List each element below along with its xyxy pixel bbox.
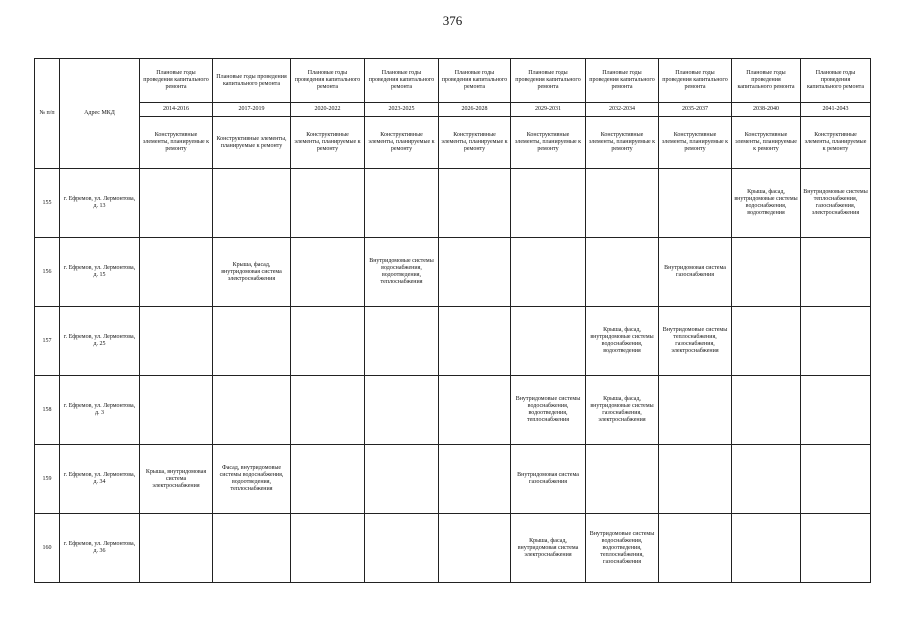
row-cell — [732, 514, 801, 583]
header-years-2035: 2035-2037 — [659, 103, 732, 117]
header-years-2041: 2041-2043 — [801, 103, 871, 117]
table-row — [35, 169, 871, 238]
row-number: 159 — [35, 445, 60, 514]
row-cell: Фасад, внутридомовые системы водоснабжения, водоотведения, теплоснабжения — [213, 445, 291, 514]
row-cell — [213, 514, 291, 583]
row-cell — [365, 307, 439, 376]
row-cell — [801, 514, 871, 583]
row-cell — [140, 376, 213, 445]
row-cell — [801, 445, 871, 514]
header-years-2026: 2026-2028 — [439, 103, 511, 117]
row-cell — [439, 376, 511, 445]
header-years-2014: 2014-2016 — [140, 103, 213, 117]
row-cell — [586, 445, 659, 514]
header-years-2032: 2032-2034 — [586, 103, 659, 117]
row-cell — [213, 169, 291, 238]
header-address: Адрес МКД — [60, 59, 140, 169]
header-plan-2020: Плановые годы проведения капитального ремонта — [291, 59, 365, 103]
row-cell — [291, 169, 365, 238]
row-address: г. Ефремов, ул. Лермонтова, д. 36 — [60, 514, 140, 583]
row-cell — [365, 445, 439, 514]
row-address: г. Ефремов, ул. Лермонтова, д. 13 — [60, 169, 140, 238]
row-cell — [659, 376, 732, 445]
row-cell — [511, 238, 586, 307]
row-cell — [365, 514, 439, 583]
row-cell — [213, 307, 291, 376]
row-address: г. Ефремов, ул. Лермонтова, д. 34 — [60, 445, 140, 514]
header-elements-2014: Конструктивные элементы, планируемые к ремонту — [140, 117, 213, 169]
header-elements-2023: Конструктивные элементы, планируемые к ремонту — [365, 117, 439, 169]
row-cell — [732, 445, 801, 514]
row-cell — [732, 376, 801, 445]
table-row — [35, 238, 871, 307]
header-plan-2026: Плановые годы проведения капитального ремонта — [439, 59, 511, 103]
row-cell — [439, 445, 511, 514]
row-cell — [291, 238, 365, 307]
header-plan-2041: Плановые годы проведения капитального ремонта — [801, 59, 871, 103]
row-cell — [801, 307, 871, 376]
row-cell — [801, 238, 871, 307]
header-row-plan — [35, 59, 871, 103]
row-number: 158 — [35, 376, 60, 445]
row-cell — [659, 514, 732, 583]
row-address: г. Ефремов, ул. Лермонтова, д. 3 — [60, 376, 140, 445]
header-plan-2023: Плановые годы проведения капитального ремонта — [365, 59, 439, 103]
header-row-elements — [35, 117, 871, 169]
row-cell — [732, 238, 801, 307]
row-cell — [439, 169, 511, 238]
row-address: г. Ефремов, ул. Лермонтова, д. 25 — [60, 307, 140, 376]
row-cell: Крыша, внутридомовая система электроснабжения — [140, 445, 213, 514]
row-cell — [213, 376, 291, 445]
row-number: 156 — [35, 238, 60, 307]
row-number: 157 — [35, 307, 60, 376]
capital-repair-table — [34, 58, 871, 583]
row-cell — [439, 514, 511, 583]
header-elements-2038: Конструктивные элементы, планируемые к ремонту — [732, 117, 801, 169]
header-num: № п/п — [35, 59, 60, 169]
header-row-years — [35, 103, 871, 117]
row-cell: Крыша, фасад, внутридомовая система электроснабжения — [511, 514, 586, 583]
header-elements-2017: Конструктивные элементы, планируемые к ремонту — [213, 117, 291, 169]
header-plan-2029: Плановые годы проведения капитального ремонта — [511, 59, 586, 103]
row-cell — [439, 238, 511, 307]
row-cell: Крыша, фасад, внутридомовая система электроснабжения — [213, 238, 291, 307]
table-row — [35, 307, 871, 376]
row-cell: Внутридомовые системы водоснабжения, водоотведения, теплоснабжения — [511, 376, 586, 445]
header-plan-2014: Плановые годы проведения капитального ремонта — [140, 59, 213, 103]
header-years-2023: 2023-2025 — [365, 103, 439, 117]
row-cell — [659, 445, 732, 514]
row-cell — [659, 169, 732, 238]
header-elements-2029: Конструктивные элементы, планируемые к ремонту — [511, 117, 586, 169]
header-plan-2038: Плановые годы проведения капитального ремонта — [732, 59, 801, 103]
row-cell — [511, 169, 586, 238]
header-years-2020: 2020-2022 — [291, 103, 365, 117]
row-cell — [586, 169, 659, 238]
row-cell — [511, 307, 586, 376]
row-cell — [291, 307, 365, 376]
page-number: 376 — [442, 13, 463, 28]
header-elements-2020: Конструктивные элементы, планируемые к ремонту — [291, 117, 365, 169]
row-cell — [140, 169, 213, 238]
row-cell — [291, 445, 365, 514]
row-cell — [365, 169, 439, 238]
table-row — [35, 514, 871, 583]
row-cell — [140, 238, 213, 307]
header-elements-2041: Конструктивные элементы, планируемые к ремонту — [801, 117, 871, 169]
row-cell: Внутридомовые системы теплоснабжения, газоснабжения, электроснабжения — [659, 307, 732, 376]
header-years-2029: 2029-2031 — [511, 103, 586, 117]
row-cell: Внутридомовая система газоснабжения — [511, 445, 586, 514]
row-cell — [439, 307, 511, 376]
row-cell: Крыша, фасад, внутридомовые системы водоснабжения, водоотведения — [732, 169, 801, 238]
table-row — [35, 376, 871, 445]
row-address: г. Ефремов, ул. Лермонтова, д. 15 — [60, 238, 140, 307]
row-cell — [291, 376, 365, 445]
header-plan-2032: Плановые годы проведения капитального ремонта — [586, 59, 659, 103]
table-row — [35, 445, 871, 514]
row-cell: Внутридомовые системы водоснабжения, водоотведения, теплоснабжения — [365, 238, 439, 307]
row-number: 155 — [35, 169, 60, 238]
row-number: 160 — [35, 514, 60, 583]
row-cell — [365, 376, 439, 445]
header-plan-2035: Плановые годы проведения капитального ремонта — [659, 59, 732, 103]
row-cell — [140, 307, 213, 376]
row-cell — [291, 514, 365, 583]
row-cell: Внутридомовые системы водоснабжения, водоотведения, теплоснабжения, газоснабжения — [586, 514, 659, 583]
header-elements-2032: Конструктивные элементы, планируемые к ремонту — [586, 117, 659, 169]
header-elements-2026: Конструктивные элементы, планируемые к ремонту — [439, 117, 511, 169]
row-cell: Внутридомовые системы теплоснабжения, газоснабжения, электроснабжения — [801, 169, 871, 238]
header-elements-2035: Конструктивные элементы, планируемые к ремонту — [659, 117, 732, 169]
row-cell — [801, 376, 871, 445]
header-plan-2017: Плановые годы проведения капитального ремонта — [213, 59, 291, 103]
header-years-2017: 2017-2019 — [213, 103, 291, 117]
row-cell — [732, 307, 801, 376]
row-cell: Крыша, фасад, внутридомовые системы газоснабжения, электроснабжения — [586, 376, 659, 445]
row-cell: Крыша, фасад, внутридомовые системы водоснабжения, водоотведения — [586, 307, 659, 376]
row-cell — [586, 238, 659, 307]
header-years-2038: 2038-2040 — [732, 103, 801, 117]
row-cell: Внутридомовая система газоснабжения — [659, 238, 732, 307]
row-cell — [140, 514, 213, 583]
